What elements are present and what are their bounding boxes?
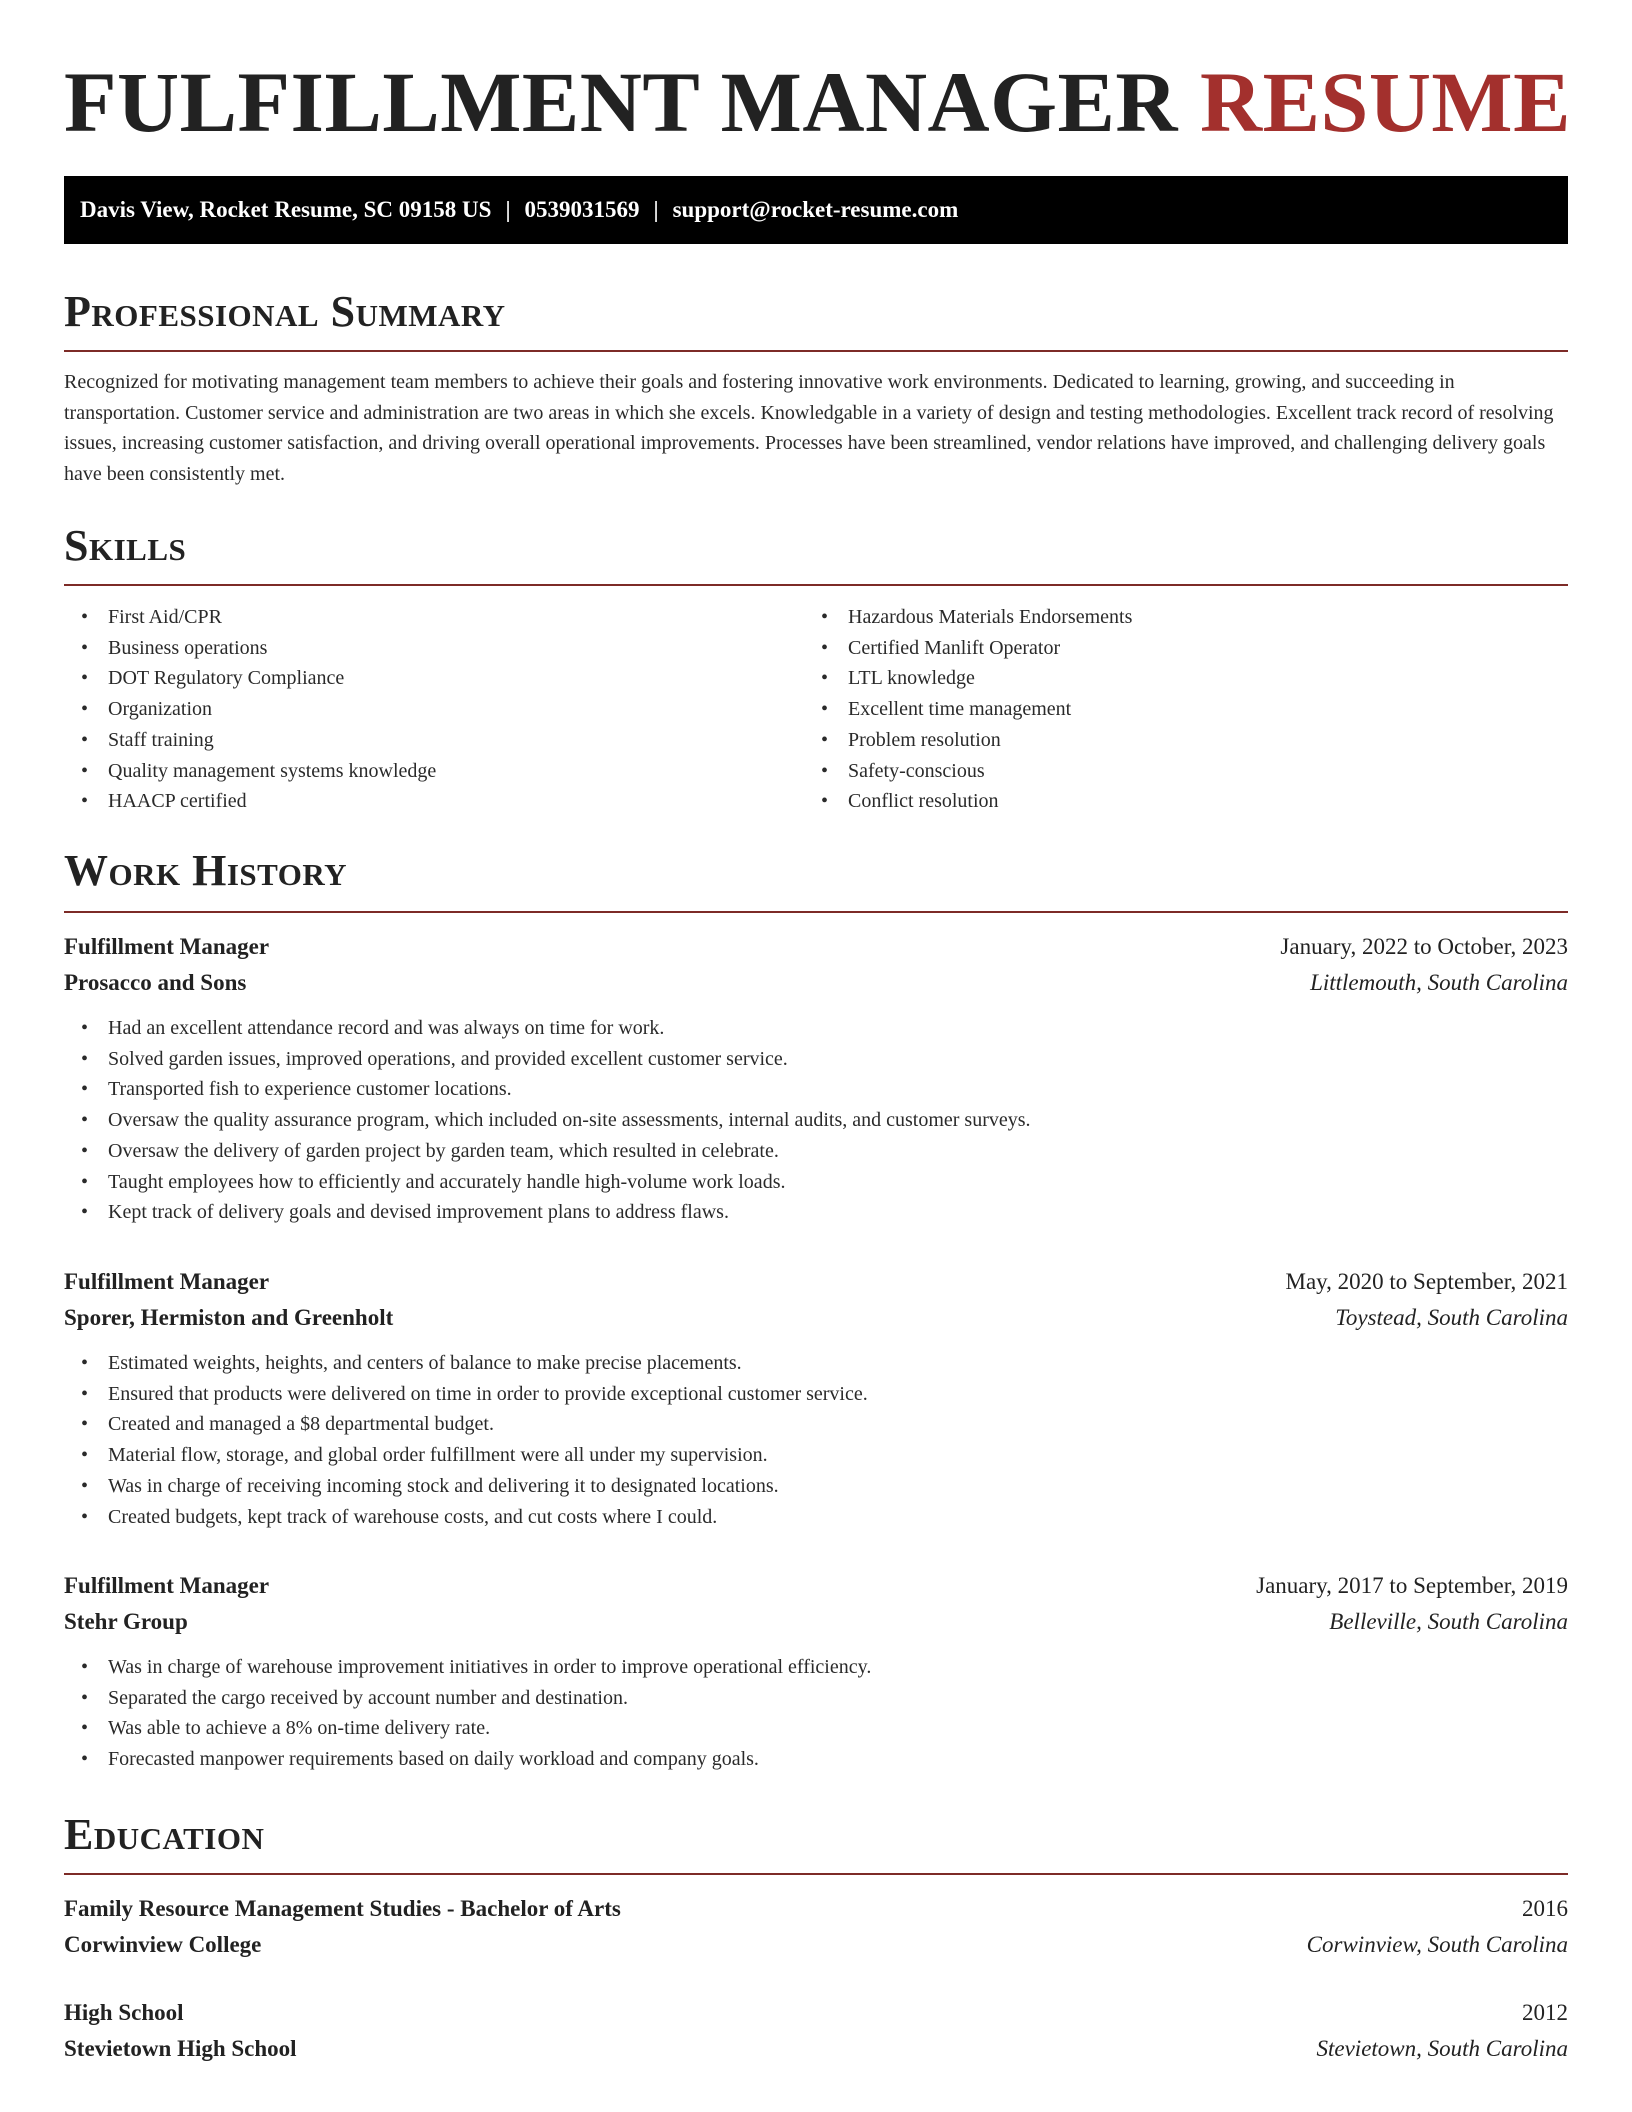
education-school: Stevietown High School: [64, 2036, 297, 2061]
job-title: Fulfillment Manager: [64, 1269, 270, 1294]
skill-item: • Problem resolution: [804, 725, 1504, 756]
skill-item: • LTL knowledge: [804, 663, 1504, 694]
job-bullet: • Transported fish to experience customer locations.: [64, 1074, 1568, 1105]
education-heading: Education: [64, 1810, 265, 1859]
job-bullet: • Solved garden issues, improved operations, and provided excellent customer service.: [64, 1044, 1568, 1075]
summary-heading: Professional Summary: [64, 287, 506, 336]
job-bullet: • Kept track of delivery goals and devised improvement plans to address flaws.: [64, 1197, 1568, 1228]
education-degree: High School: [64, 2000, 184, 2025]
job-company-row: [64, 1300, 1568, 1336]
skill-item: • Organization: [64, 694, 764, 725]
job-title: Fulfillment Manager: [64, 1573, 270, 1598]
job-company-row: [64, 965, 1568, 1001]
education-year: 2012: [1522, 2000, 1568, 2025]
education-degree: Family Resource Management Studies - Bachelor of Arts: [64, 1896, 621, 1921]
job-header-row: [64, 1264, 1568, 1300]
skill-item: • HAACP certified: [64, 786, 764, 817]
education-divider: [64, 1873, 1568, 1875]
skills-left-column: [64, 602, 764, 817]
job-bullets: [64, 1013, 1568, 1228]
job-entry: [64, 929, 1568, 1228]
education-school-row: [64, 2031, 1568, 2067]
job-entry: [64, 1568, 1568, 1775]
job-bullet: • Was in charge of warehouse improvement initiatives in order to improve operational efficiency.: [64, 1652, 1568, 1683]
job-dates: January, 2017 to September, 2019: [1256, 1573, 1568, 1598]
job-bullet: • Separated the cargo received by account number and destination.: [64, 1683, 1568, 1714]
job-company: Sporer, Hermiston and Greenholt: [64, 1305, 394, 1330]
title-accent: RESUME: [1200, 54, 1571, 150]
job-bullet: • Had an excellent attendance record and was always on time for work.: [64, 1013, 1568, 1044]
contact-separator: |: [653, 197, 659, 222]
education-school-row: [64, 1927, 1568, 1963]
job-location: Belleville, South Carolina: [1329, 1609, 1568, 1634]
job-company: Prosacco and Sons: [64, 970, 247, 995]
resume-title: [64, 0, 1571, 150]
job-dates: May, 2020 to September, 2021: [1285, 1269, 1568, 1294]
skill-item: • Conflict resolution: [804, 786, 1504, 817]
contact-separator: |: [505, 197, 511, 222]
skills-divider: [64, 584, 1568, 586]
work-heading: Work History: [64, 846, 348, 895]
contact-phone: 0539031569: [524, 197, 640, 222]
skill-item: • Excellent time management: [804, 694, 1504, 725]
skill-item: • Certified Manlift Operator: [804, 633, 1504, 664]
job-bullet: • Oversaw the delivery of garden project by garden team, which resulted in celebrate.: [64, 1136, 1568, 1167]
skill-item: • Staff training: [64, 725, 764, 756]
job-entry: [64, 1264, 1568, 1532]
job-bullet: • Oversaw the quality assurance program, which included on-site assessments, internal audits, and customer surveys.: [64, 1105, 1568, 1136]
job-bullets: [64, 1652, 1568, 1775]
job-company: Stehr Group: [64, 1609, 188, 1634]
title-main: FULFILLMENT MANAGER: [64, 54, 1179, 150]
education-year: 2016: [1522, 1896, 1568, 1921]
contact-email: support@rocket-resume.com: [672, 197, 959, 222]
job-bullet: • Estimated weights, heights, and centers of balance to make precise placements.: [64, 1348, 1568, 1379]
job-bullet: • Taught employees how to efficiently and accurately handle high-volume work loads.: [64, 1167, 1568, 1198]
skills-right-column: [804, 602, 1504, 817]
skill-item: • DOT Regulatory Compliance: [64, 663, 764, 694]
summary-text: Recognized for motivating management team members to achieve their goals and fostering innovative work environments. Dedicated to learning, growing, and succeeding in transportation. Customer service and administration are two areas in which she excels. Knowledgable in a variety of design and testing methodologies. Excellent track record of resolving issues, increasing customer satisfaction, and driving overall operational improvements. Processes have been streamlined, vendor relations have improved, and challenging delivery goals have been consistently met.: [64, 371, 1554, 485]
contact-bar: [64, 176, 1568, 244]
resume-page: [64, 0, 1571, 2061]
job-bullet: • Material flow, storage, and global order fulfillment were all under my supervision.: [64, 1440, 1568, 1471]
job-bullet: • Created and managed a $8 departmental budget.: [64, 1409, 1568, 1440]
skills-right-list: [804, 602, 1504, 817]
job-bullet: • Was in charge of receiving incoming stock and delivering it to designated locations.: [64, 1471, 1568, 1502]
contact-address: Davis View, Rocket Resume, SC 09158 US: [80, 197, 492, 222]
work-divider: [64, 911, 1568, 913]
skill-item: • Quality management systems knowledge: [64, 756, 764, 787]
job-bullet: • Was able to achieve a 8% on-time delivery rate.: [64, 1713, 1568, 1744]
job-bullet: • Forecasted manpower requirements based on daily workload and company goals.: [64, 1744, 1568, 1775]
education-location: Stevietown, South Carolina: [1316, 2036, 1568, 2061]
job-bullets: [64, 1348, 1568, 1532]
education-entry: [64, 1995, 1568, 2067]
education-entry: [64, 1891, 1568, 1963]
job-company-row: [64, 1604, 1568, 1640]
summary-divider: [64, 350, 1568, 352]
skills-heading: Skills: [64, 521, 187, 570]
job-header-row: [64, 929, 1568, 965]
education-location: Corwinview, South Carolina: [1306, 1932, 1568, 1957]
skill-item: • Hazardous Materials Endorsements: [804, 602, 1504, 633]
job-location: Littlemouth, South Carolina: [1310, 970, 1568, 995]
education-degree-row: [64, 1995, 1568, 2031]
job-bullet: • Created budgets, kept track of warehouse costs, and cut costs where I could.: [64, 1502, 1568, 1533]
job-dates: January, 2022 to October, 2023: [1280, 934, 1568, 959]
job-header-row: [64, 1568, 1568, 1604]
skill-item: • Safety-conscious: [804, 756, 1504, 787]
education-degree-row: [64, 1891, 1568, 1927]
job-title: Fulfillment Manager: [64, 934, 270, 959]
skill-item: • Business operations: [64, 633, 764, 664]
education-school: Corwinview College: [64, 1932, 262, 1957]
job-location: Toystead, South Carolina: [1335, 1305, 1568, 1330]
job-bullet: • Ensured that products were delivered on time in order to provide exceptional customer service.: [64, 1379, 1568, 1410]
skill-item: • First Aid/CPR: [64, 602, 764, 633]
skills-left-list: [64, 602, 764, 817]
